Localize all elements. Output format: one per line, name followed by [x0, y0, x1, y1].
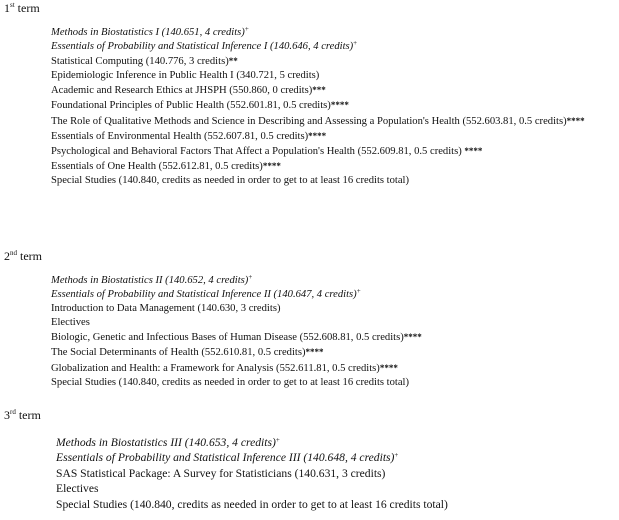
- course-text: Special Studies (140.840, credits as needed in order to get to at least 16 credits total): [51, 376, 410, 388]
- course-footnote-mark: ****: [403, 332, 422, 343]
- course-item: [56, 466, 616, 481]
- course-item: [51, 54, 617, 69]
- course-text: Special Studies (140.840, credits as needed in order to get to at least 16 credits total): [56, 497, 448, 511]
- course-item: [51, 69, 617, 83]
- term-3-heading: [4, 408, 41, 422]
- course-text: Methods in Biostatistics I (140.651, 4 credits): [51, 27, 245, 38]
- course-item: [51, 159, 617, 174]
- course-footnote-mark: ****: [308, 130, 327, 141]
- term-3-label: term: [18, 408, 41, 422]
- term-2-heading: [4, 249, 42, 263]
- course-item: [56, 450, 616, 465]
- course-item: [51, 361, 617, 376]
- course-text: Essentials of One Health (552.612.81, 0.5 credits): [51, 160, 263, 172]
- course-item: [51, 114, 617, 129]
- course-footnote-mark: +: [275, 436, 280, 444]
- course-item: [51, 376, 617, 390]
- course-footnote-mark: +: [356, 287, 361, 296]
- course-item: [51, 274, 617, 288]
- course-item: [51, 288, 617, 302]
- course-item: [51, 40, 617, 54]
- course-text: Epidemiologic Inference in Public Health I (340.721, 5 credits): [51, 70, 320, 82]
- term-1-ordinal-suffix: st: [10, 1, 15, 9]
- course-text: The Role of Qualitative Methods and Science in Describing and Assessing a Population's Health (552.603.81, 0.5 credits): [51, 115, 567, 127]
- term-2-label: term: [20, 249, 42, 263]
- course-text: Essentials of Probability and Statistical Inference III (140.648, 4 credits): [56, 451, 395, 465]
- course-footnote-mark: ****: [305, 347, 324, 358]
- term-1-heading: [4, 1, 40, 15]
- course-item: [51, 316, 617, 330]
- course-footnote-mark: ****: [262, 160, 281, 171]
- course-item: [51, 174, 617, 188]
- course-item: [51, 144, 617, 159]
- course-item: [56, 497, 616, 512]
- course-footnote-mark: +: [248, 273, 253, 281]
- term-1-course-list: [51, 26, 617, 188]
- course-footnote-mark: +: [394, 451, 399, 460]
- course-footnote-mark: +: [244, 25, 249, 33]
- course-text: Essentials of Probability and Statistical Inference I (140.646, 4 credits): [51, 41, 354, 53]
- course-item: [51, 26, 617, 40]
- term-1-ordinal: 1: [4, 1, 10, 15]
- course-text: Electives: [56, 482, 99, 496]
- term-3-course-list: [56, 435, 616, 512]
- course-text: Academic and Research Ethics at JHSPH (550.860, 0 credits): [51, 85, 313, 97]
- course-item: [56, 481, 616, 496]
- course-item: [51, 330, 617, 345]
- term-2-ordinal-suffix: nd: [10, 249, 17, 257]
- course-text: Globalization and Health: a Framework for Analysis (552.611.81, 0.5 credits): [51, 362, 380, 374]
- term-1-label: term: [17, 1, 40, 15]
- term-3-ordinal-suffix: rd: [10, 408, 16, 416]
- course-item: [51, 83, 617, 98]
- course-footnote-mark: ****: [566, 115, 585, 126]
- course-text: The Social Determinants of Health (552.610.81, 0.5 credits): [51, 347, 306, 359]
- course-text: Introduction to Data Management (140.630, 3 credits): [51, 303, 281, 315]
- course-footnote-mark: ****: [330, 100, 349, 111]
- course-footnote-mark: +: [353, 39, 358, 48]
- course-text: Electives: [51, 317, 90, 329]
- course-text: Methods in Biostatistics II (140.652, 4 credits): [51, 275, 249, 286]
- course-item: [51, 345, 617, 360]
- course-text: Statistical Computing (140.776, 3 credits): [51, 56, 229, 68]
- course-item: [51, 98, 617, 113]
- course-footnote-mark: **: [228, 56, 238, 67]
- course-text: SAS Statistical Package: A Survey for Statisticians (140.631, 3 credits): [56, 466, 386, 480]
- course-footnote-mark: ****: [464, 145, 483, 156]
- course-text: Biologic, Genetic and Infectious Bases of Human Disease (552.608.81, 0.5 credits): [51, 332, 404, 344]
- course-item: [51, 129, 617, 144]
- course-item: [51, 302, 617, 316]
- course-item: [56, 435, 616, 450]
- course-text: Essentials of Probability and Statistical Inference II (140.647, 4 credits): [51, 289, 357, 301]
- course-text: Essentials of Environmental Health (552.607.81, 0.5 credits): [51, 130, 309, 142]
- course-text: Methods in Biostatistics III (140.653, 4 credits): [56, 436, 276, 449]
- course-text: Psychological and Behavioral Factors That Affect a Population's Health (552.609.81, 0.5 credits): [51, 145, 465, 157]
- course-footnote-mark: ***: [312, 85, 326, 96]
- term-2-ordinal: 2: [4, 249, 10, 263]
- term-2-course-list: [51, 274, 617, 390]
- course-text: Foundational Principles of Public Health (552.601.81, 0.5 credits): [51, 100, 331, 112]
- course-footnote-mark: ****: [379, 362, 398, 373]
- course-text: Special Studies (140.840, credits as needed in order to get to at least 16 credits total): [51, 174, 410, 186]
- term-3-ordinal: 3: [4, 408, 10, 422]
